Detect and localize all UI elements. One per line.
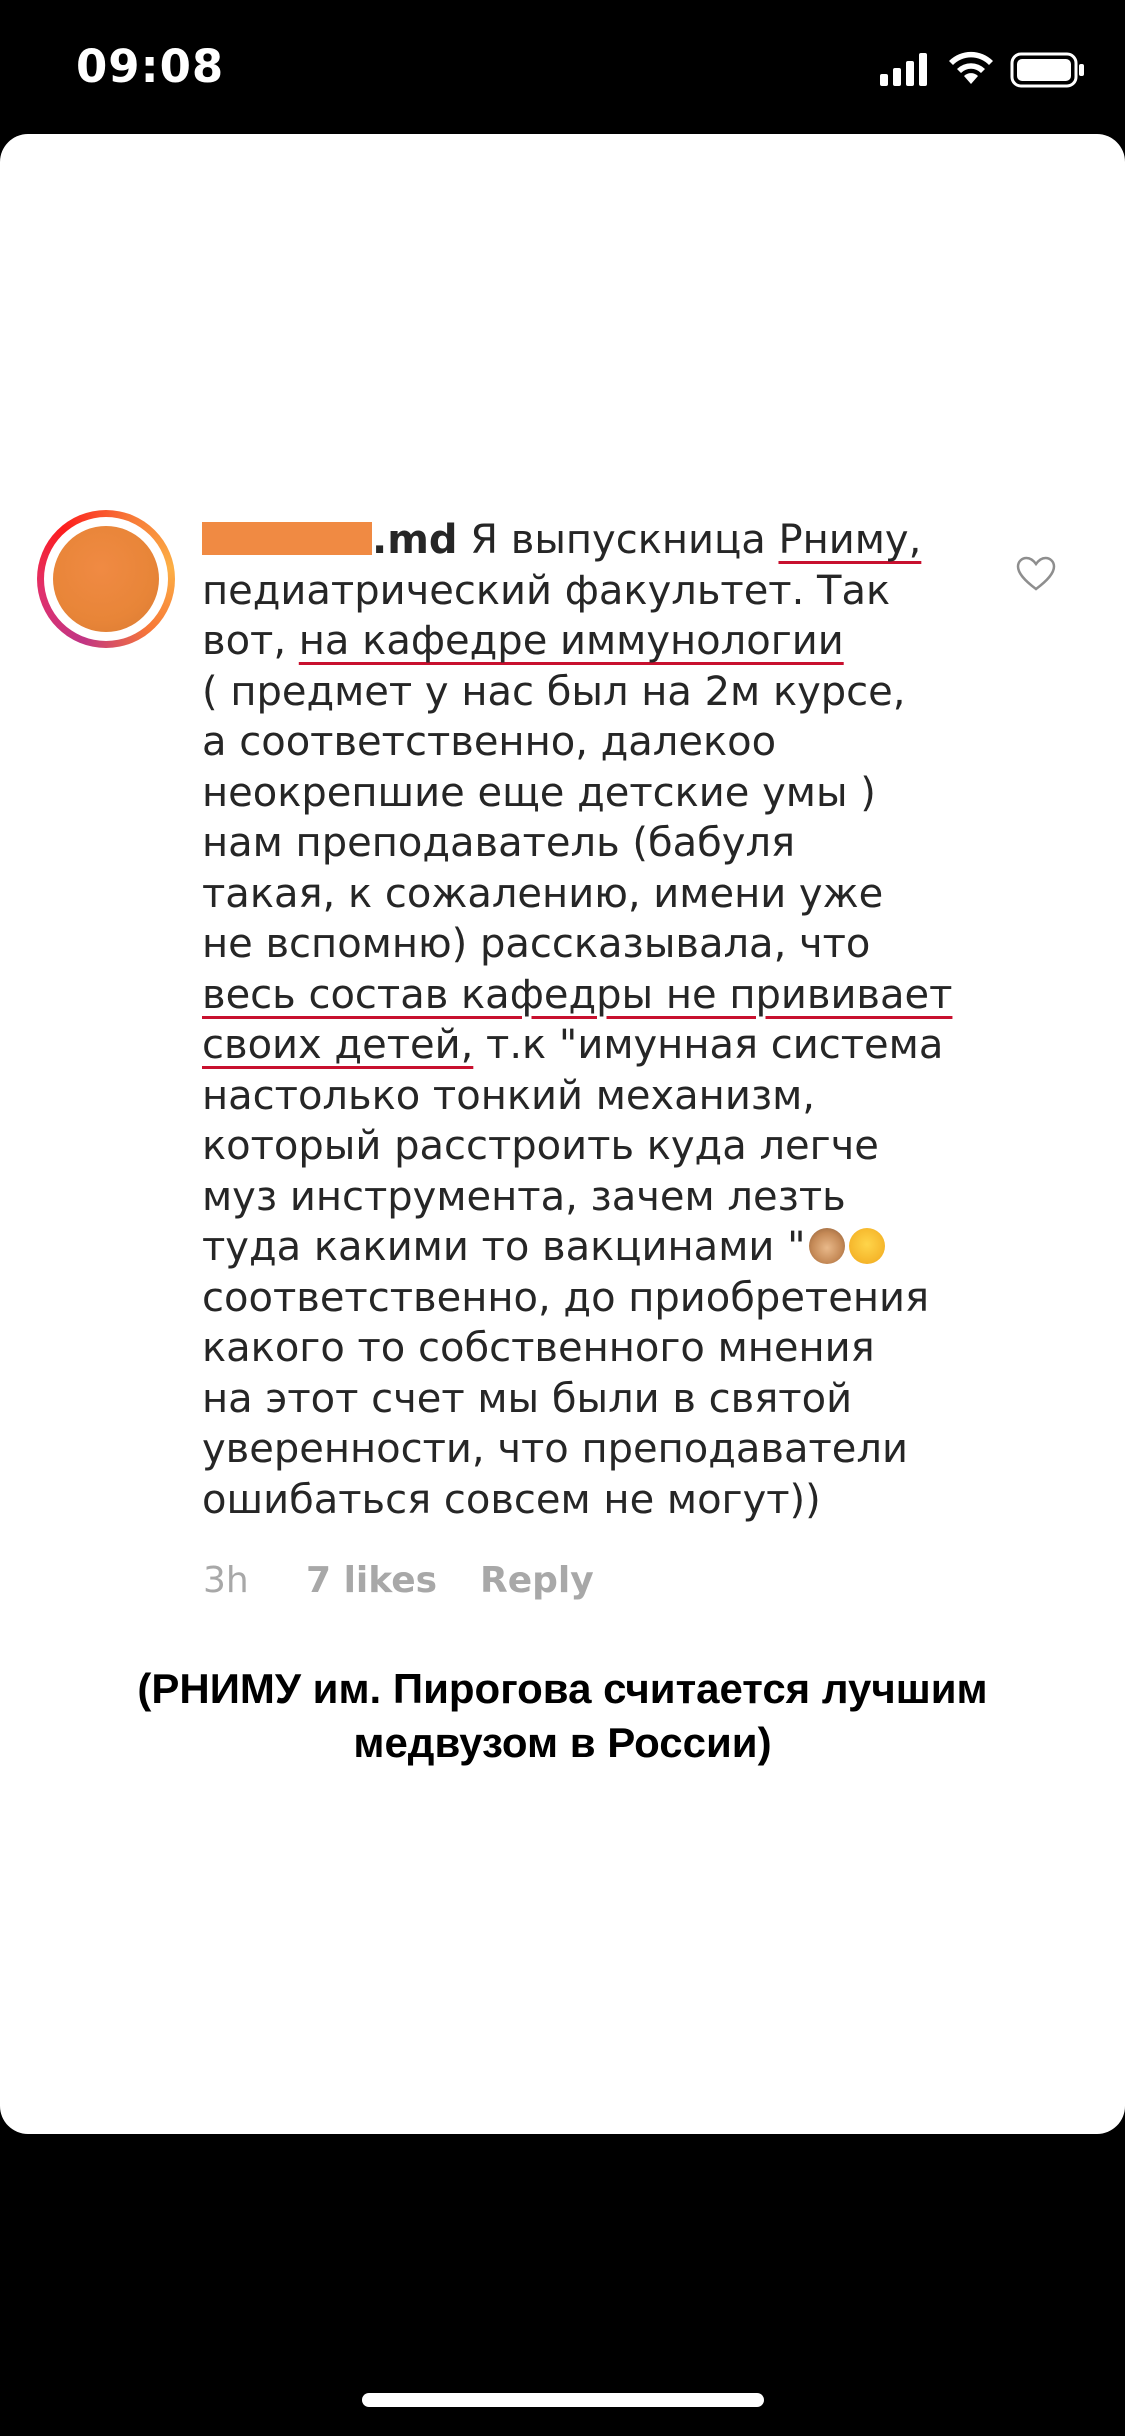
comment-line: соответственно, до приобретения	[202, 1274, 930, 1321]
comment-line	[202, 970, 962, 1021]
comment-line: вот, на кафедре иммунологии	[202, 618, 844, 664]
underlined-university: Рниму,	[778, 517, 922, 563]
comment-likes[interactable]: 7 likes	[306, 1560, 438, 1601]
comment-line: неокрепшие еще детские умы )	[202, 769, 876, 816]
comment-line: ( предмет у нас был на 2м курсе,	[202, 668, 906, 715]
comment-line: .md Я выпускница Рниму,	[202, 515, 962, 566]
comment-line: своих детей, т.к "имунная система	[202, 1022, 944, 1068]
caption-line: (РНИМУ им. Пирогова считается лучшим	[137, 1665, 988, 1712]
comment-timestamp: 3h	[203, 1560, 249, 1601]
comment-line: муз инструмента, зачем лезть	[202, 1173, 846, 1220]
comment-line: нам преподаватель (бабуля	[202, 820, 796, 866]
comment-line: ошибаться совсем не могут))	[202, 1476, 821, 1523]
comment-line: а соответственно, далекоо	[202, 719, 777, 765]
avatar-ring-gap	[44, 517, 168, 641]
status-bar	[0, 0, 1125, 134]
comment-username[interactable]: .md	[372, 517, 458, 563]
like-heart-icon[interactable]	[1016, 556, 1056, 592]
avatar-image	[53, 526, 159, 632]
see-no-evil-monkey-icon	[809, 1228, 845, 1264]
comment-text	[202, 515, 962, 1525]
battery-icon	[1010, 52, 1086, 88]
cellular-signal-icon	[880, 52, 930, 86]
underlined-staff-claim: весь состав кафедры не прививает	[202, 971, 953, 1018]
wifi-icon	[946, 48, 996, 86]
redacted-username	[202, 522, 372, 555]
underlined-department: на кафедре иммунологии	[298, 618, 844, 664]
comment-line: который расстроить куда легче	[202, 1123, 879, 1169]
comment-line: на этот счет мы были в святой	[202, 1375, 853, 1422]
avatar[interactable]	[37, 510, 175, 648]
comment-line: такая, к сожалению, имени уже	[202, 870, 884, 917]
status-time: 09:08	[76, 40, 225, 93]
comment-line: педиатрический факультет. Так	[202, 567, 891, 614]
comment-line: не вспомню) рассказывала, что	[202, 921, 871, 967]
home-indicator[interactable]	[362, 2393, 764, 2407]
comment-line: настолько тонкий механизм,	[202, 1072, 815, 1119]
tears-of-joy-icon	[849, 1228, 885, 1264]
caption-line: медвузом в России)	[353, 1719, 772, 1766]
comment-line: какого то собственного мнения	[202, 1325, 875, 1371]
underlined-own-children: своих детей,	[202, 1022, 474, 1068]
comment-line: туда какими то вакцинами "	[202, 1222, 962, 1273]
comment-line: уверенности, что преподаватели	[202, 1426, 908, 1472]
caption	[80, 1662, 1045, 1770]
reply-button[interactable]: Reply	[480, 1560, 594, 1601]
